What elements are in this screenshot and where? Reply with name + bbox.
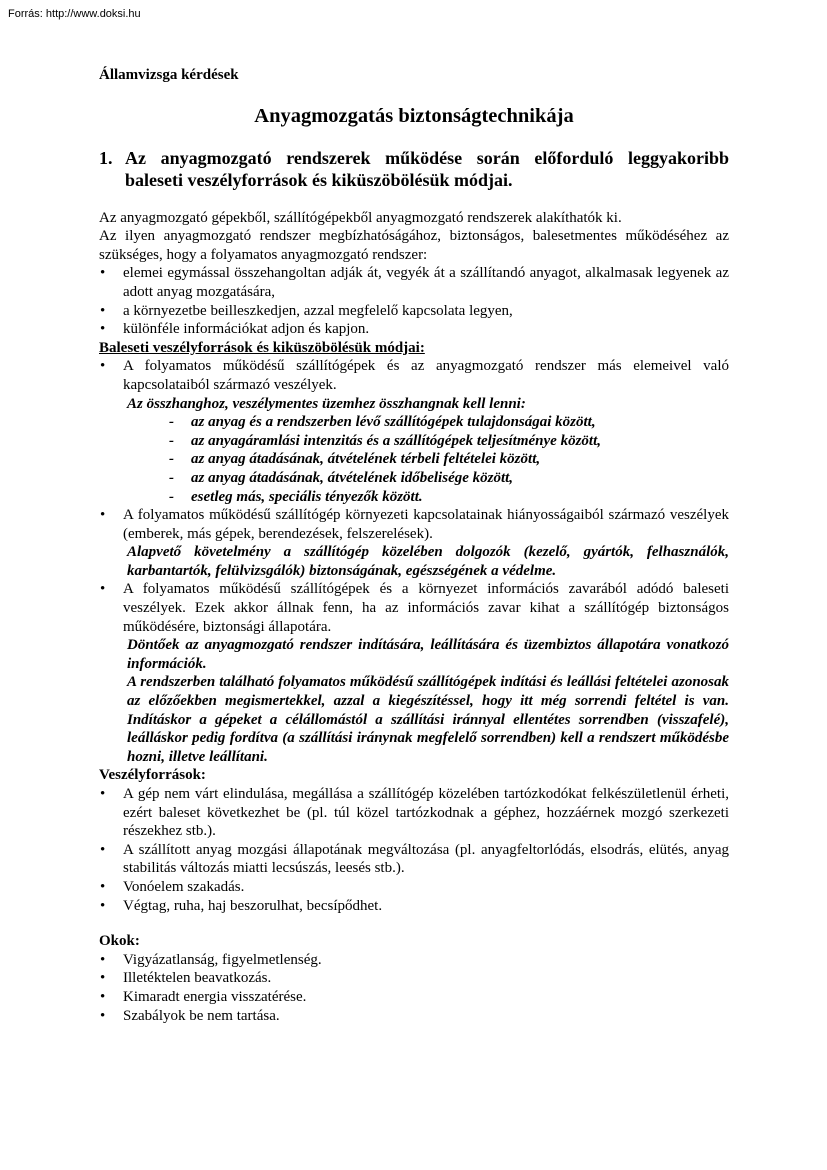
hazards-list bbox=[99, 357, 729, 766]
intro-line-2: Az ilyen anyagmozgató rendszer megbízhatóságához, biztonságos, balesetmentes működéséhez az szükséges, hogy a folyamatos anyagmozgató rendszer: bbox=[99, 228, 729, 263]
sources-list bbox=[99, 785, 729, 915]
source-label: Forrás: http://www.doksi.hu bbox=[8, 8, 141, 20]
section-heading-sources: Veszélyforrások: bbox=[99, 767, 206, 784]
list-item bbox=[99, 357, 729, 506]
dash-item: - az anyag átadásának, átvételének időbelisége között, bbox=[167, 469, 729, 488]
section-heading-causes: Okok: bbox=[99, 933, 140, 950]
item-text: • A folyamatos működésű szállítógépek és az anyagmozgató rendszer más elemeivel való kapcsolataiból származó veszélyek. bbox=[123, 358, 729, 393]
list-item: • A szállított anyag mozgási állapotának megváltozása (pl. anyagfeltorlódás, elsodrás, elütés, anyag stabilitás változás miatti lecsúszás, leesés stb.). bbox=[99, 841, 729, 878]
list-item bbox=[99, 580, 729, 766]
list-item: • a környezetbe beilleszkedjen, azzal megfelelő kapcsolata legyen, bbox=[99, 302, 729, 321]
list-item: • A gép nem várt elindulása, megállása a szállítógép közelében tartózkodókat felkészületlenül érheti, ezért baleset következhet be (pl. túl közel tartózkodnak a géphez, hozzáérnek mozgó szerkezeti részekhez stb.). bbox=[99, 785, 729, 841]
dash-list bbox=[123, 413, 729, 506]
item-emphasis: A rendszerben található folyamatos működésű szállítógépek indítási és leállási feltételei azonosak az előzőekben megismertekkel, azzal a kiegészítéssel, hogy itt még sorrendi feltétel is van. Indításkor a gépeket a célállomástól a szállítási iránnyal ellentétes sorrendben (visszafelé), leálláskor pedig fordítva (a szállítási iránynak megfelelő sorrendben) kell a rendszert működésbe hozni, illetve leállítani. bbox=[127, 674, 729, 765]
list-item: • Illetéktelen beavatkozás. bbox=[99, 969, 729, 988]
list-item bbox=[99, 506, 729, 580]
item-emphasis: Döntőek az anyagmozgató rendszer indítására, leállítására és üzembiztos állapotára vonatkozó információk. bbox=[127, 637, 729, 672]
document-page bbox=[99, 66, 729, 1025]
dash-item: - az anyagáramlási intenzitás és a szállítógépek teljesítménye között, bbox=[167, 432, 729, 451]
list-item: • Kimaradt energia visszatérése. bbox=[99, 988, 729, 1007]
list-item: • Szabályok be nem tartása. bbox=[99, 1007, 729, 1026]
dash-item: - esetleg más, speciális tényezők között. bbox=[167, 488, 729, 507]
list-item: • Vigyázatlanság, figyelmetlenség. bbox=[99, 951, 729, 970]
item-emphasis: Alapvető követelmény a szállítógép közelében dolgozók (kezelő, gyártók, felhasználók, karbantartók, felülvizsgálók) biztonságának, egészségének a védelme. bbox=[127, 544, 729, 579]
dash-item: - az anyag és a rendszerben lévő szállítógépek tulajdonságai között, bbox=[167, 413, 729, 432]
list-item: • elemei egymással összehangoltan adják át, vegyék át a szállítandó anyagot, alkalmasak legyenek az adott anyag mozgatására, bbox=[99, 264, 729, 301]
list-item: • Végtag, ruha, haj beszorulhat, becsípődhet. bbox=[99, 897, 729, 916]
intro-line-1: Az anyagmozgató gépekből, szállítógépekből anyagmozgató rendszerek alakíthatók ki. bbox=[99, 209, 622, 226]
item-emphasis: Az összhanghoz, veszélymentes üzemhez összhangnak kell lenni: bbox=[127, 395, 526, 412]
list-item: • különféle információkat adjon és kapjon. bbox=[99, 320, 729, 339]
causes-list bbox=[99, 951, 729, 1025]
question-text: Az anyagmozgató rendszerek működése során előforduló leggyakoribb baleseti veszélyforrások és kiküszöbölésük módjai. bbox=[125, 147, 729, 190]
intro-section bbox=[99, 209, 729, 339]
document-title: Anyagmozgatás biztonságtechnikája bbox=[254, 104, 574, 127]
list-item: • Vonóelem szakadás. bbox=[99, 878, 729, 897]
question-heading bbox=[99, 147, 729, 191]
dash-item: - az anyag átadásának, átvételének térbeli feltételei között, bbox=[167, 450, 729, 469]
intro-list bbox=[99, 264, 729, 338]
section-heading-hazards: Baleseti veszélyforrások és kiküszöbölésük módjai: bbox=[99, 339, 425, 356]
item-text: • A folyamatos működésű szállítógépek és a környezet információs zavarából adódó baleseti veszélyek. Ezek akkor állnak fenn, ha az információs zavar kihat a szállítógép biztonságos működésére, biztonsági állapotára. bbox=[123, 581, 729, 635]
question-number: 1. bbox=[99, 147, 113, 168]
kicker-heading: Államvizsga kérdések bbox=[99, 67, 239, 83]
item-text: • A folyamatos működésű szállítógép környezeti kapcsolatainak hiányosságaiból származó veszélyek (emberek, más gépek, berendezések, felszerelések). bbox=[123, 507, 729, 542]
